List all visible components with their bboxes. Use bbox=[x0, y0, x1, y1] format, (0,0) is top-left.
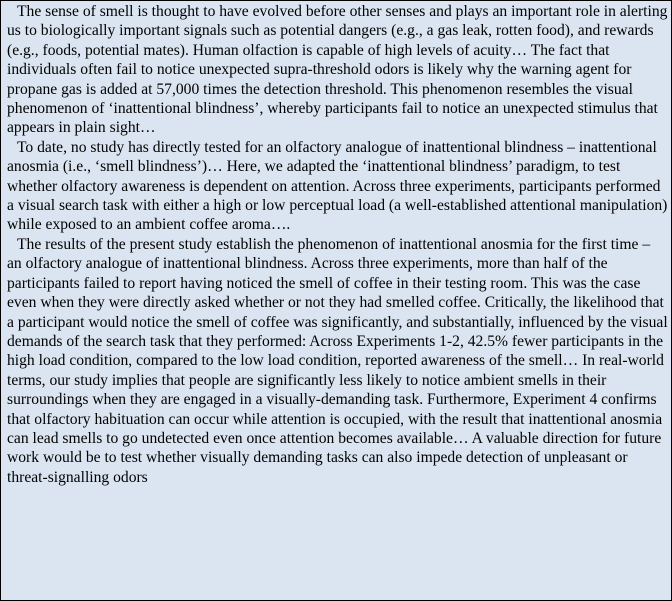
paragraph-inattentional-anosmia: To date, no study has directly tested for an olfactory analogue of inattentional blindness – inattentional anosmia (i.e., ‘smell blindness’)… Here, we adapted the ‘inattentional blindness’ paradigm, to test whether olfactory awareness is dependent on attention. Across three experiments, participants performed a visual search task with either a high or low perceptual load (a well-established attentional manipulation) while exposed to an ambient coffee aroma…. bbox=[7, 138, 668, 234]
paragraph-sense-of-smell: The sense of smell is thought to have evolved before other senses and plays an important role in alerting us to biologically important signals such as potential dangers (e.g., a gas leak, rotten food), and rewards (e.g., foods, potential mates). Human olfaction is capable of high levels of acuity… The fact that individuals often fail to notice unexpected supra-threshold odors is likely why the warning agent for propane gas is added at 57,000 times the detection threshold. This phenomenon resembles the visual phenomenon of ‘inattentional blindness’, whereby participants fail to notice an unexpected stimulus that appears in plain sight… bbox=[7, 3, 668, 137]
paragraph-results: The results of the present study establish the phenomenon of inattentional anosmia for the first time – an olfactory analogue of inattentional blindness. Across three experiments, more than half of the participants failed to report having noticed the smell of coffee in their testing room. This was the case even when they were directly asked whether or not they had smelled coffee. Critically, the likelihood that a participant would notice the smell of coffee was significantly, and substantially, influenced by the visual demands of the search task that they performed: Across Experiments 1-2, 42.5% fewer participants in the high load condition, compared to the low load condition, reported awareness of the smell… In real-world terms, our study implies that people are significantly less likely to notice ambient smells in their surroundings when they are engaged in a visually-demanding task. Furthermore, Experiment 4 confirms that olfactory habituation can occur while attention is occupied, with the result that inattentional anosmia can lead smells to go undetected even once attention becomes available… A valuable direction for future work would be to test whether visually demanding tasks can also impede detection of unpleasant or threat-signalling odors bbox=[7, 235, 668, 486]
